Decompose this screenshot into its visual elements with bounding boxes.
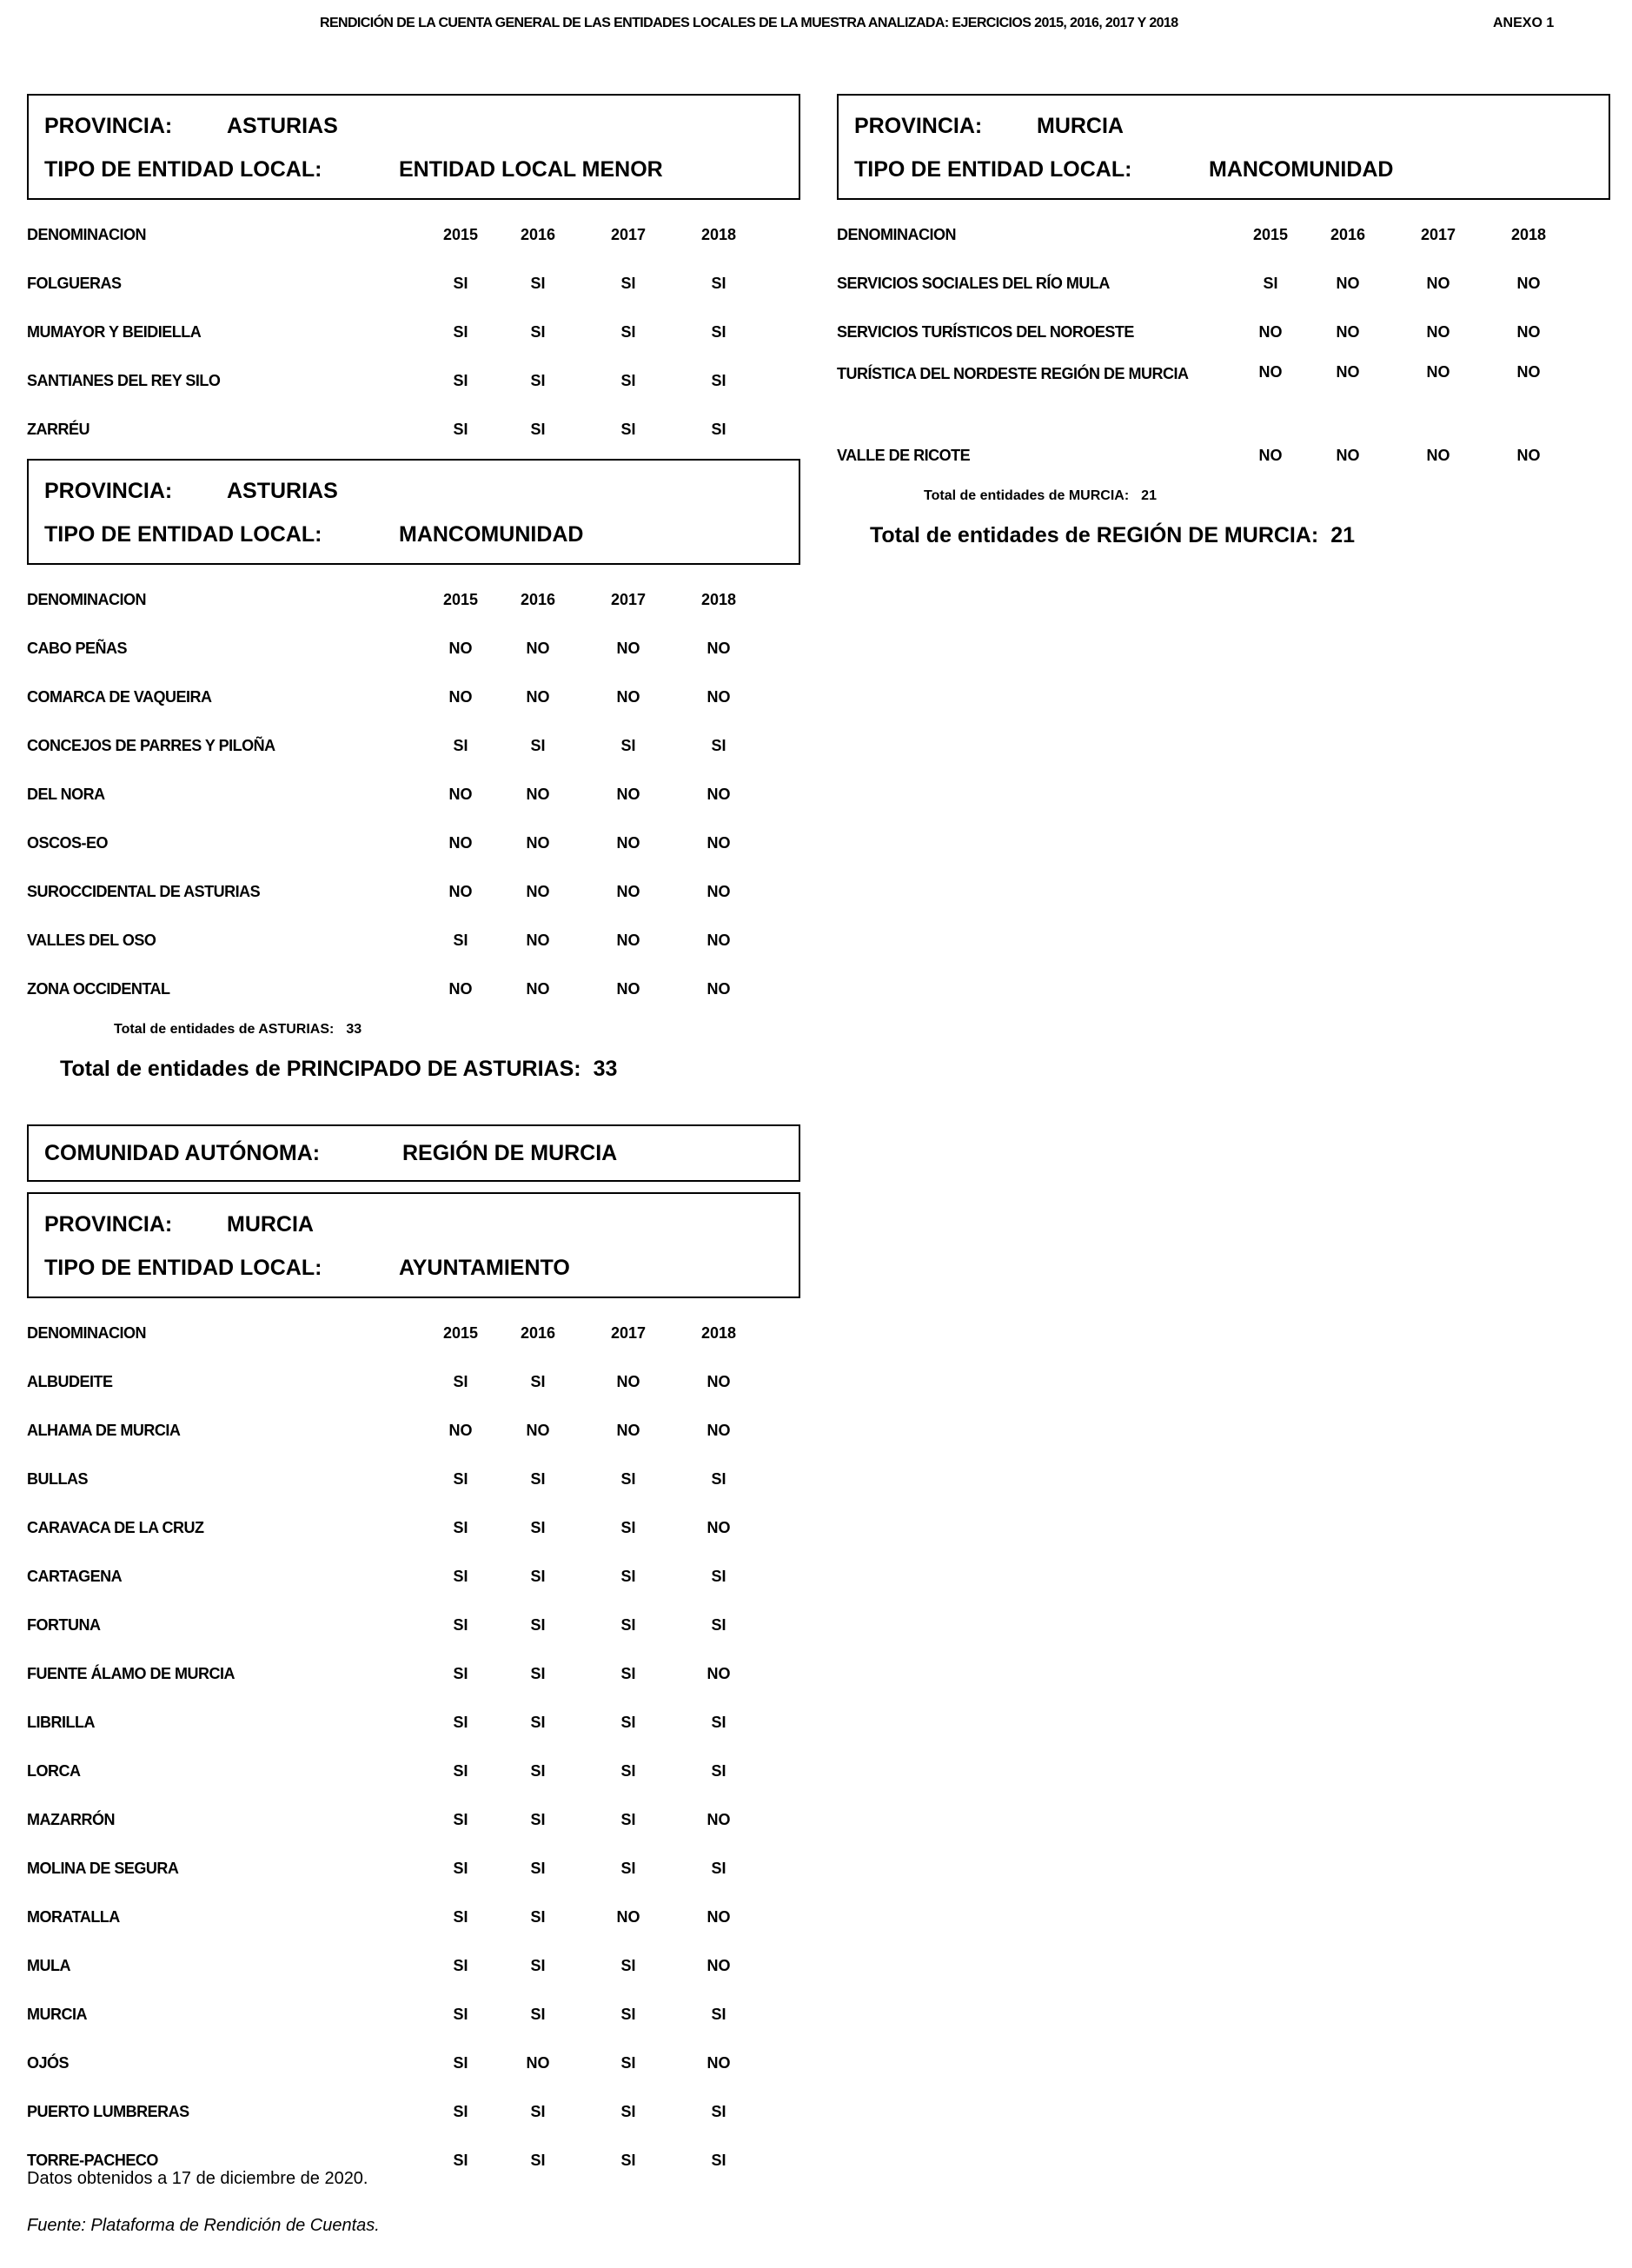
status-cell: NO	[1336, 363, 1360, 381]
data-date-note: Datos obtenidos a 17 de diciembre de 2020.	[27, 2169, 368, 2188]
table-row	[27, 1795, 800, 1844]
status-cell: NO	[707, 1956, 731, 1974]
status-cell: SI	[453, 1518, 468, 1536]
status-cell: SI	[620, 274, 636, 292]
table-row	[27, 1552, 800, 1601]
status-cell: SI	[620, 1664, 636, 1682]
total-provincia-value: 33	[346, 1022, 362, 1037]
status-cell: SI	[530, 2005, 546, 2023]
status-cell: NO	[448, 785, 473, 803]
status-cell: SI	[530, 1518, 546, 1536]
total-provincia-value: 21	[1141, 488, 1157, 503]
total-ca-value: 21	[1330, 523, 1356, 547]
status-cell: NO	[707, 1907, 731, 1926]
entity-name: VALLES DEL OSO	[27, 932, 156, 949]
entity-name: OJÓS	[27, 2054, 70, 2072]
col-denominacion: DENOMINACION	[27, 1324, 146, 1342]
entity-name: CARAVACA DE LA CRUZ	[27, 1519, 204, 1536]
status-cell: SI	[620, 1761, 636, 1780]
status-cell: SI	[530, 1761, 546, 1780]
status-cell: NO	[616, 1421, 640, 1439]
status-cell: NO	[707, 1421, 731, 1439]
total-provincia-label: Total de entidades de ASTURIAS:	[114, 1022, 335, 1037]
table-row	[27, 1893, 800, 1941]
status-cell: SI	[530, 274, 546, 292]
status-cell: NO	[526, 639, 550, 657]
status-cell: SI	[453, 1567, 468, 1585]
status-cell: SI	[620, 1567, 636, 1585]
status-cell: SI	[530, 1907, 546, 1926]
table-row	[27, 1844, 800, 1893]
status-cell: NO	[707, 882, 731, 900]
entity-name: SUROCCIDENTAL DE ASTURIAS	[27, 883, 261, 900]
entity-name: LIBRILLA	[27, 1714, 95, 1731]
status-cell: NO	[616, 785, 640, 803]
status-cell: SI	[620, 2053, 636, 2072]
status-cell: NO	[526, 931, 550, 949]
status-cell: SI	[453, 274, 468, 292]
table-body	[27, 1357, 800, 2185]
status-cell: SI	[530, 2151, 546, 2169]
table-row	[27, 1406, 800, 1455]
status-cell: SI	[530, 1859, 546, 1877]
status-cell: SI	[711, 1761, 726, 1780]
entity-name: ALBUDEITE	[27, 1373, 113, 1390]
entity-name: ZONA OCCIDENTAL	[27, 980, 170, 998]
status-cell: SI	[711, 274, 726, 292]
status-cell: NO	[1516, 363, 1541, 381]
total-ca-murcia	[870, 523, 1610, 575]
status-cell: NO	[707, 1518, 731, 1536]
status-cell: SI	[530, 371, 546, 389]
status-cell: SI	[620, 2151, 636, 2169]
status-cell: NO	[707, 1664, 731, 1682]
table-asturias-elm	[27, 210, 800, 454]
tipo-value: MANCOMUNIDAD	[399, 521, 584, 547]
table-header	[27, 1309, 800, 1357]
status-cell: SI	[620, 2005, 636, 2023]
col-denominacion: DENOMINACION	[27, 591, 146, 608]
status-cell: SI	[711, 420, 726, 438]
col-2018: 2018	[700, 590, 737, 608]
status-cell: NO	[1336, 322, 1360, 341]
entity-name: DEL NORA	[27, 786, 105, 803]
status-cell: SI	[453, 1761, 468, 1780]
status-cell: NO	[526, 882, 550, 900]
table-asturias-mancomunidad	[27, 575, 800, 1013]
col-2017: 2017	[1420, 225, 1456, 243]
col-2015: 2015	[442, 1323, 479, 1342]
status-cell: SI	[530, 1664, 546, 1682]
status-cell: SI	[453, 1469, 468, 1488]
comunidad-box-murcia	[27, 1124, 800, 1182]
comunidad-value: REGIÓN DE MURCIA	[402, 1140, 618, 1165]
status-cell: NO	[616, 687, 640, 706]
status-cell: NO	[448, 979, 473, 998]
entity-name: TORRE-PACHECO	[27, 2152, 158, 2169]
entity-name: SERVICIOS SOCIALES DEL RÍO MULA	[837, 275, 1110, 292]
status-cell: SI	[620, 1615, 636, 1634]
status-cell: NO	[1258, 322, 1283, 341]
table-body	[27, 624, 800, 1013]
entity-name: ALHAMA DE MURCIA	[27, 1422, 181, 1439]
col-2018: 2018	[1510, 225, 1547, 243]
status-cell: SI	[530, 1567, 546, 1585]
table-row	[27, 2087, 800, 2136]
status-cell: SI	[711, 2005, 726, 2023]
status-cell: NO	[1516, 446, 1541, 464]
table-row	[27, 770, 800, 819]
status-cell: NO	[616, 1907, 640, 1926]
entity-name: PUERTO LUMBRERAS	[27, 2103, 189, 2120]
entity-name: FORTUNA	[27, 1616, 101, 1634]
table-row	[27, 259, 800, 308]
total-ca-asturias	[60, 1057, 800, 1109]
status-cell: NO	[707, 785, 731, 803]
table-body	[27, 259, 800, 454]
provincia-label: PROVINCIA:	[854, 113, 983, 138]
status-cell: NO	[448, 833, 473, 852]
table-row	[27, 1455, 800, 1503]
provincia-value: ASTURIAS	[227, 113, 338, 138]
group-header-murcia-ayuntamiento	[27, 1192, 800, 1298]
table-body	[837, 259, 1610, 480]
status-cell: SI	[453, 736, 468, 754]
status-cell: SI	[620, 1859, 636, 1877]
status-cell: SI	[530, 1372, 546, 1390]
table-row	[837, 356, 1610, 431]
status-cell: SI	[453, 420, 468, 438]
status-cell: SI	[711, 1713, 726, 1731]
col-2017: 2017	[610, 1323, 647, 1342]
status-cell: SI	[1263, 274, 1278, 292]
entity-name: SERVICIOS TURÍSTICOS DEL NOROESTE	[837, 323, 1134, 341]
status-cell: SI	[620, 1518, 636, 1536]
status-cell: SI	[453, 1372, 468, 1390]
status-cell: NO	[1336, 274, 1360, 292]
provincia-value: MURCIA	[227, 1211, 314, 1237]
status-cell: NO	[448, 687, 473, 706]
status-cell: NO	[1426, 446, 1450, 464]
total-provincia-label: Total de entidades de MURCIA:	[924, 488, 1130, 503]
provincia-label: PROVINCIA:	[44, 1211, 173, 1237]
table-row	[27, 721, 800, 770]
status-cell: SI	[453, 1664, 468, 1682]
status-cell: NO	[707, 1810, 731, 1828]
status-cell: SI	[453, 2151, 468, 2169]
col-2018: 2018	[700, 225, 737, 243]
annex-label: ANEXO 1	[1493, 16, 1555, 30]
table-row	[837, 308, 1610, 356]
footer	[27, 2169, 380, 2263]
col-2016: 2016	[520, 1323, 556, 1342]
status-cell: NO	[1516, 274, 1541, 292]
status-cell: SI	[711, 1567, 726, 1585]
entity-name: MORATALLA	[27, 1908, 120, 1926]
status-cell: SI	[711, 371, 726, 389]
col-2016: 2016	[520, 225, 556, 243]
status-cell: SI	[711, 322, 726, 341]
tipo-value: ENTIDAD LOCAL MENOR	[399, 156, 663, 182]
status-cell: NO	[1258, 363, 1283, 381]
status-cell: SI	[530, 736, 546, 754]
status-cell: NO	[526, 1421, 550, 1439]
status-cell: NO	[448, 639, 473, 657]
status-cell: NO	[1336, 446, 1360, 464]
status-cell: SI	[453, 1907, 468, 1926]
table-row	[27, 308, 800, 356]
status-cell: SI	[620, 420, 636, 438]
col-2016: 2016	[1330, 225, 1366, 243]
table-row	[27, 867, 800, 916]
group-header-asturias-elm	[27, 94, 800, 200]
entity-name: FUENTE ÁLAMO DE MURCIA	[27, 1665, 235, 1682]
table-row	[27, 356, 800, 405]
col-denominacion: DENOMINACION	[27, 226, 146, 243]
entity-name: CABO PEÑAS	[27, 640, 128, 657]
status-cell: SI	[711, 1615, 726, 1634]
entity-name: MULA	[27, 1957, 70, 1974]
table-row	[27, 1747, 800, 1795]
status-cell: NO	[1426, 363, 1450, 381]
status-cell: SI	[530, 1956, 546, 1974]
status-cell: NO	[526, 2053, 550, 2072]
status-cell: SI	[530, 1713, 546, 1731]
status-cell: NO	[707, 639, 731, 657]
status-cell: NO	[616, 1372, 640, 1390]
tipo-label: TIPO DE ENTIDAD LOCAL:	[44, 156, 322, 182]
status-cell: SI	[711, 1859, 726, 1877]
provincia-value: ASTURIAS	[227, 478, 338, 503]
table-header	[27, 210, 800, 259]
entity-name: MUMAYOR Y BEIDIELLA	[27, 323, 202, 341]
table-row	[27, 673, 800, 721]
left-column	[27, 94, 800, 2190]
entity-name: LORCA	[27, 1762, 81, 1780]
status-cell: SI	[453, 1615, 468, 1634]
entity-name: OSCOS-EO	[27, 834, 109, 852]
col-2017: 2017	[610, 590, 647, 608]
status-cell: SI	[620, 371, 636, 389]
col-2015: 2015	[442, 225, 479, 243]
status-cell: NO	[526, 979, 550, 998]
group-header-asturias-mancomunidad	[27, 459, 800, 565]
status-cell: SI	[453, 1956, 468, 1974]
table-row	[27, 916, 800, 965]
status-cell: NO	[1516, 322, 1541, 341]
col-2016: 2016	[520, 590, 556, 608]
provincia-value: MURCIA	[1037, 113, 1124, 138]
table-row	[27, 2039, 800, 2087]
status-cell: NO	[448, 882, 473, 900]
tipo-value: MANCOMUNIDAD	[1209, 156, 1394, 182]
table-row	[837, 259, 1610, 308]
status-cell: NO	[707, 979, 731, 998]
status-cell: SI	[453, 2005, 468, 2023]
status-cell: SI	[530, 2102, 546, 2120]
status-cell: SI	[620, 1713, 636, 1731]
entity-name: VALLE DE RICOTE	[837, 447, 971, 464]
table-row	[27, 1941, 800, 1990]
status-cell: NO	[707, 931, 731, 949]
table-row	[27, 1649, 800, 1698]
status-cell: NO	[1426, 322, 1450, 341]
table-murcia-mancomunidad	[837, 210, 1610, 480]
entity-name: MOLINA DE SEGURA	[27, 1860, 179, 1877]
status-cell: SI	[711, 2151, 726, 2169]
status-cell: SI	[453, 2102, 468, 2120]
status-cell: SI	[453, 322, 468, 341]
status-cell: SI	[711, 1469, 726, 1488]
status-cell: SI	[620, 736, 636, 754]
status-cell: SI	[530, 1469, 546, 1488]
status-cell: NO	[1426, 274, 1450, 292]
table-row	[27, 1698, 800, 1747]
total-ca-label: Total de entidades de REGIÓN DE MURCIA:	[870, 523, 1319, 547]
status-cell: SI	[453, 2053, 468, 2072]
comunidad-label: COMUNIDAD AUTÓNOMA:	[44, 1140, 321, 1165]
entity-name: SANTIANES DEL REY SILO	[27, 372, 221, 389]
table-row	[27, 624, 800, 673]
status-cell: NO	[526, 833, 550, 852]
status-cell: SI	[620, 1956, 636, 1974]
col-2015: 2015	[1252, 225, 1289, 243]
status-cell: SI	[620, 322, 636, 341]
status-cell: SI	[453, 1859, 468, 1877]
col-2015: 2015	[442, 590, 479, 608]
table-header	[837, 210, 1610, 259]
table-row	[837, 431, 1610, 480]
status-cell: NO	[1258, 446, 1283, 464]
status-cell: NO	[526, 785, 550, 803]
page-header	[0, 0, 1632, 52]
status-cell: SI	[530, 1810, 546, 1828]
table-row	[27, 405, 800, 454]
entity-name: MURCIA	[27, 2006, 87, 2023]
right-column	[837, 94, 1610, 575]
status-cell: NO	[707, 833, 731, 852]
total-provincia-asturias	[114, 1022, 800, 1057]
status-cell: NO	[616, 639, 640, 657]
status-cell: NO	[616, 833, 640, 852]
status-cell: NO	[616, 979, 640, 998]
table-row	[27, 1357, 800, 1406]
status-cell: SI	[620, 2102, 636, 2120]
status-cell: SI	[620, 1810, 636, 1828]
status-cell: NO	[707, 2053, 731, 2072]
tipo-label: TIPO DE ENTIDAD LOCAL:	[44, 521, 322, 547]
entity-name: BULLAS	[27, 1470, 88, 1488]
tipo-label: TIPO DE ENTIDAD LOCAL:	[854, 156, 1132, 182]
entity-name: TURÍSTICA DEL NORDESTE REGIÓN DE MURCIA	[837, 365, 1189, 382]
total-ca-label: Total de entidades de PRINCIPADO DE ASTURIAS:	[60, 1057, 581, 1081]
entity-name: COMARCA DE VAQUEIRA	[27, 688, 212, 706]
group-header-murcia-mancomunidad	[837, 94, 1610, 200]
provincia-label: PROVINCIA:	[44, 113, 173, 138]
table-row	[27, 1601, 800, 1649]
col-2017: 2017	[610, 225, 647, 243]
entity-name: MAZARRÓN	[27, 1811, 115, 1828]
status-cell: SI	[453, 931, 468, 949]
total-ca-value: 33	[593, 1057, 618, 1081]
status-cell: SI	[453, 1810, 468, 1828]
col-2018: 2018	[700, 1323, 737, 1342]
table-row	[27, 1990, 800, 2039]
status-cell: NO	[526, 687, 550, 706]
entity-name: CONCEJOS DE PARRES Y PILOÑA	[27, 737, 275, 754]
status-cell: SI	[530, 420, 546, 438]
status-cell: SI	[453, 371, 468, 389]
status-cell: SI	[711, 736, 726, 754]
col-denominacion: DENOMINACION	[837, 226, 956, 243]
status-cell: NO	[448, 1421, 473, 1439]
entity-name: FOLGUERAS	[27, 275, 122, 292]
status-cell: SI	[530, 322, 546, 341]
provincia-label: PROVINCIA:	[44, 478, 173, 503]
source-note: Fuente: Plataforma de Rendición de Cuentas.	[27, 2216, 380, 2235]
status-cell: NO	[616, 931, 640, 949]
tipo-value: AYUNTAMIENTO	[399, 1255, 570, 1280]
status-cell: SI	[711, 2102, 726, 2120]
status-cell: NO	[707, 687, 731, 706]
status-cell: NO	[616, 882, 640, 900]
table-row	[27, 1503, 800, 1552]
table-row	[27, 965, 800, 1013]
total-provincia-murcia	[924, 488, 1610, 523]
status-cell: NO	[707, 1372, 731, 1390]
status-cell: SI	[453, 1713, 468, 1731]
entity-name: CARTAGENA	[27, 1568, 123, 1585]
document-title: RENDICIÓN DE LA CUENTA GENERAL DE LAS ENTIDADES LOCALES DE LA MUESTRA ANALIZADA: EJERCICIOS 2015, 2016, 2017 Y 2018	[320, 16, 1178, 30]
entity-name: ZARRÉU	[27, 421, 90, 438]
status-cell: SI	[620, 1469, 636, 1488]
table-row	[27, 819, 800, 867]
table-murcia-ayuntamiento	[27, 1309, 800, 2185]
tipo-label: TIPO DE ENTIDAD LOCAL:	[44, 1255, 322, 1280]
table-header	[27, 575, 800, 624]
status-cell: SI	[530, 1615, 546, 1634]
